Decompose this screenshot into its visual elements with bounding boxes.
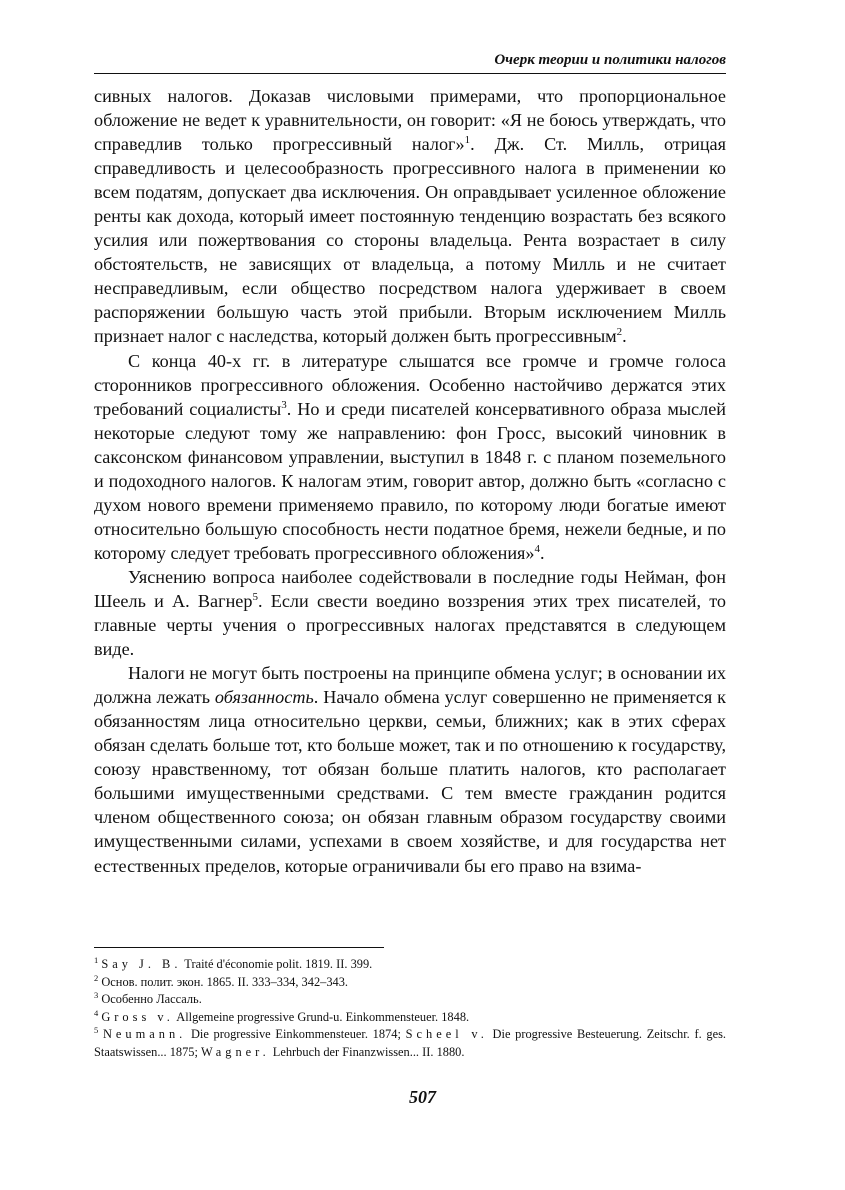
- footnote-number: 1: [94, 954, 99, 965]
- main-text: [94, 84, 726, 878]
- footnote-number: 4: [94, 1007, 99, 1018]
- text-span: сивных налогов. Доказав числовыми примерами, что пропорциональное обложение не ведет к уравнительности, он говорит: «Я не боюсь утверждать, что справедлив только прогрессивный налог»: [94, 86, 726, 155]
- footnote-4: [94, 1009, 726, 1027]
- footnote-number: 2: [94, 972, 99, 983]
- text-span: .: [622, 326, 627, 347]
- footnote-2: [94, 974, 726, 992]
- footnote-3: [94, 991, 726, 1009]
- page-number: 507: [409, 1087, 436, 1107]
- paragraph-1: [94, 84, 726, 349]
- footnote-author: Scheel v.: [405, 1027, 488, 1042]
- footnote-author: Wagner.: [201, 1044, 270, 1059]
- footnote-text: Die progressive Einkommensteuer. 1874;: [186, 1027, 406, 1042]
- footnotes: [94, 956, 726, 1062]
- emphasis: обязанность: [214, 687, 314, 708]
- text-span: . Начало обмена услуг совершенно не применяется к обязанностям лица относительно церкви, семьи, ближних; как в этих сферах обязан сделать больше тот, кто больше может, так и по отношению к государству, союзу нравственному, тот обязан больше платить налогов, кто располагает большими имущественными средствами. С тем вместе гражданин родится членом общественного союза; он обязан главным образом государству своими имущественными силами, успехами в своем хозяйстве, и для государства нет естественных пределов, которые ограничивали бы его право на взима-: [94, 687, 726, 876]
- footnote-1: [94, 956, 726, 974]
- footnote-ref: 1: [464, 134, 471, 147]
- footnote-ref: 5: [252, 590, 258, 603]
- text-span: . Дж. Ст. Милль, отрицая справедливость и целесообразность прогрессивного налога в применении ко всем податям, допускает два исключения. Он оправдывает усиленное обложение ренты как дохода, который имеет постоянную тенденцию возрастать без всякого усилия или пожертвования со стороны владельца. Рента возрастает в силу обстоятельств, не зависящих от владельца, а потому Милль и не считает несправедливым, если общество посредством налога удерживает в своем распоряжении большую часть этой прибыли. Вторым исключением Милль признает налог с наследства, который должен быть прогрессивным: [94, 134, 726, 347]
- paragraph-3: [94, 565, 726, 661]
- footnote-text: Die progressive Besteuerung. Zeitschr. f. ges. Staatswissen... 1875;: [94, 1027, 726, 1059]
- footnote-author: Say J. B.: [101, 957, 182, 971]
- text-span: Налоги не могут быть построены на принципе обмена услуг; в основании их должна лежать: [94, 663, 726, 708]
- running-title: Очерк теории и политики налогов: [94, 52, 726, 74]
- footnote-ref: 2: [616, 326, 623, 339]
- footnote-separator: [94, 947, 384, 948]
- paragraph-4: [94, 661, 726, 877]
- footnote-number: 5: [94, 1025, 99, 1036]
- footnote-text: Traité d'économie polit. 1819. II. 399.: [181, 957, 373, 971]
- text-span: . Если свести воедино воззрения этих трех писателей, то главные черты учения о прогрессивных налогах представятся в следующем виде.: [94, 590, 727, 660]
- footnote-number: 3: [94, 990, 99, 1001]
- text-span: С конца 40-х гг. в литературе слышатся все громче и громче голоса сторонников прогрессивного обложения. Особенно настойчиво держатся этих требований социалисты: [94, 350, 726, 419]
- footnote-text: Основ. полит. экон. 1865. II. 333–334, 342–343.: [101, 974, 349, 989]
- text-span: Уяснению вопроса наиболее содействовали в последние годы Нейман, фон Шеель и А. Вагнер: [94, 566, 726, 611]
- footnote-ref: 3: [281, 398, 287, 411]
- footnote-text: Особенно Лассаль.: [101, 992, 202, 1007]
- text-span: .: [540, 542, 545, 563]
- footnote-ref: 4: [534, 542, 541, 555]
- footnote-text: Lehrbuch der Finanzwissen... II. 1880.: [269, 1044, 465, 1059]
- footnote-text: Allgemeine progressive Grund-u. Einkommensteuer. 1848.: [173, 1009, 470, 1024]
- text-span: . Но и среди писателей консервативного образа мыслей некоторые следуют тому же направлению: фон Гросс, высокий чиновник в саксонском финансовом управлении, выступил в 1848 г. с планом поземельного и подоходного налогов. К налогам этим, говорит автор, должно быть «согласно с духом нового времени применяемо правило, по которому люди богатые имеют относительно большую способность нести податное бремя, нежели бедные, и по которому следует требовать прогрессивного обложения»: [94, 398, 726, 563]
- footnote-5: [94, 1026, 726, 1061]
- footnote-author: Gross v.: [101, 1009, 174, 1024]
- footnote-author: Neumann.: [102, 1027, 187, 1042]
- paragraph-2: [94, 349, 726, 565]
